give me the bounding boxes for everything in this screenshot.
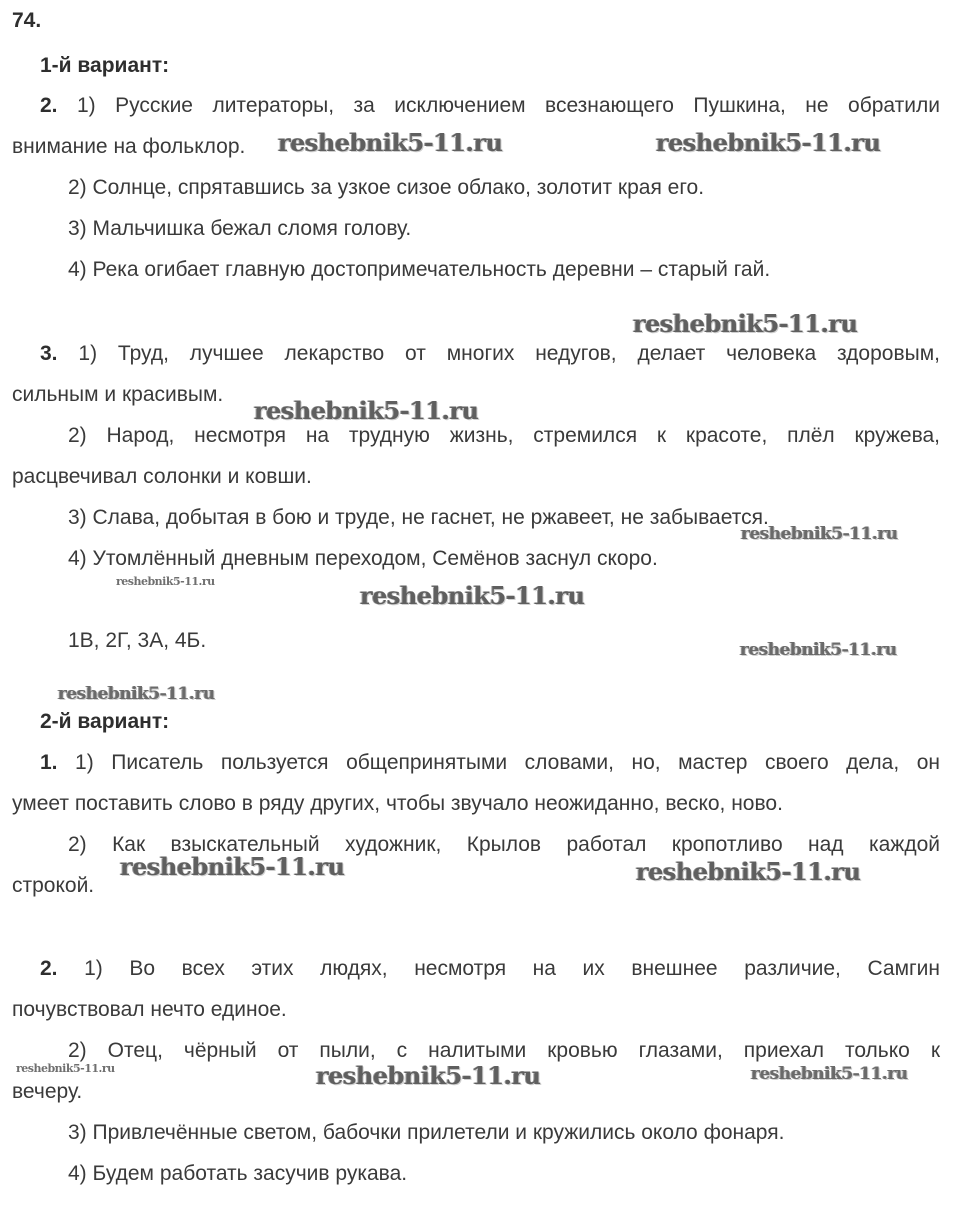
watermark: reshebnik5-11.ru — [254, 396, 479, 425]
v1-ex2-s1a: 1) Русские литераторы, за исключением всезнающего Пушкина, не обратили — [76, 94, 940, 117]
v2-ex2-s1a: 1) Во всех этих людях, несмотря на их внешнее различие, Самгин — [84, 957, 940, 980]
v1-ex2-line1 — [40, 93, 940, 119]
variant2-title: 2-й вариант: — [40, 710, 170, 733]
v1-ex3-number: 3. — [40, 342, 58, 365]
watermark: reshebnik5-11.ru — [633, 309, 858, 338]
v1-ex3-s3: 3) Слава, добытая в бою и труде, не гаснет, не ржавеет, не забывается. — [68, 506, 769, 529]
v2-ex1-s1b: умеет поставить слово в ряду других, чтобы звучало неожиданно, веско, ново. — [12, 792, 783, 815]
v1-answer: 1В, 2Г, 3А, 4Б. — [68, 629, 207, 652]
watermark: reshebnik5-11.ru — [316, 1061, 541, 1090]
v2-ex1-line1 — [40, 750, 940, 776]
watermark: reshebnik5-11.ru — [16, 1062, 115, 1075]
watermark: reshebnik5-11.ru — [740, 640, 897, 660]
watermark: reshebnik5-11.ru — [360, 581, 585, 610]
v2-ex2-s4: 4) Будем работать засучив рукава. — [68, 1162, 408, 1185]
v2-ex2-s2a: 2) Отец, чёрный от пыли, с налитыми кровью глазами, приехал только к — [68, 1039, 940, 1062]
v1-ex3-s2b: расцвечивал солонки и ковши. — [12, 465, 312, 488]
watermark: reshebnik5-11.ru — [58, 684, 215, 704]
watermark: reshebnik5-11.ru — [120, 852, 345, 881]
watermark: reshebnik5-11.ru — [636, 857, 861, 886]
v1-ex2-s1b: внимание на фольклор. — [12, 135, 246, 158]
watermark: reshebnik5-11.ru — [656, 128, 881, 157]
v2-ex2-s2b: вечеру. — [12, 1080, 83, 1103]
v1-ex3-s1b: сильным и красивым. — [12, 383, 224, 406]
v2-ex1-s1a: 1) Писатель пользуется общепринятыми словами, но, мастер своего дела, он — [75, 751, 940, 774]
v1-ex2-s3: 3) Мальчишка бежал сломя голову. — [68, 217, 412, 240]
v1-ex2-s2: 2) Солнце, спрятавшись за узкое сизое облако, золотит края его. — [68, 176, 705, 199]
watermark: reshebnik5-11.ru — [741, 524, 898, 544]
v2-ex2-s3: 3) Привлечённые светом, бабочки прилетели и кружились около фонаря. — [68, 1121, 785, 1144]
watermark: reshebnik5-11.ru — [116, 575, 215, 588]
v2-ex2-s1b: почувствовал нечто единое. — [12, 998, 287, 1021]
v1-ex3-s1a: 1) Труд, лучшее лекарство от многих недугов, делает человека здоровым, — [78, 342, 940, 365]
variant1-title: 1-й вариант: — [40, 54, 170, 77]
v2-ex1-number: 1. — [40, 751, 58, 774]
v2-ex1-s2a: 2) Как взыскательный художник, Крылов работал кропотливо над каждой — [68, 833, 940, 856]
v1-ex2-number: 2. — [40, 94, 58, 117]
task-number: 74. — [12, 9, 42, 32]
watermark: reshebnik5-11.ru — [751, 1064, 908, 1084]
v1-ex2-s4: 4) Река огибает главную достопримечательность деревни – старый гай. — [68, 258, 771, 281]
v1-ex3-s2a: 2) Народ, несмотря на трудную жизнь, стремился к красоте, плёл кружева, — [68, 424, 940, 447]
watermark: reshebnik5-11.ru — [278, 128, 503, 157]
v2-ex1-s2b: строкой. — [12, 874, 95, 897]
v2-ex2-line1 — [40, 956, 940, 982]
v2-ex2-number: 2. — [40, 957, 58, 980]
v1-ex3-line1 — [40, 341, 940, 367]
v1-ex3-s4: 4) Утомлённый дневным переходом, Семёнов заснул скоро. — [68, 547, 658, 570]
